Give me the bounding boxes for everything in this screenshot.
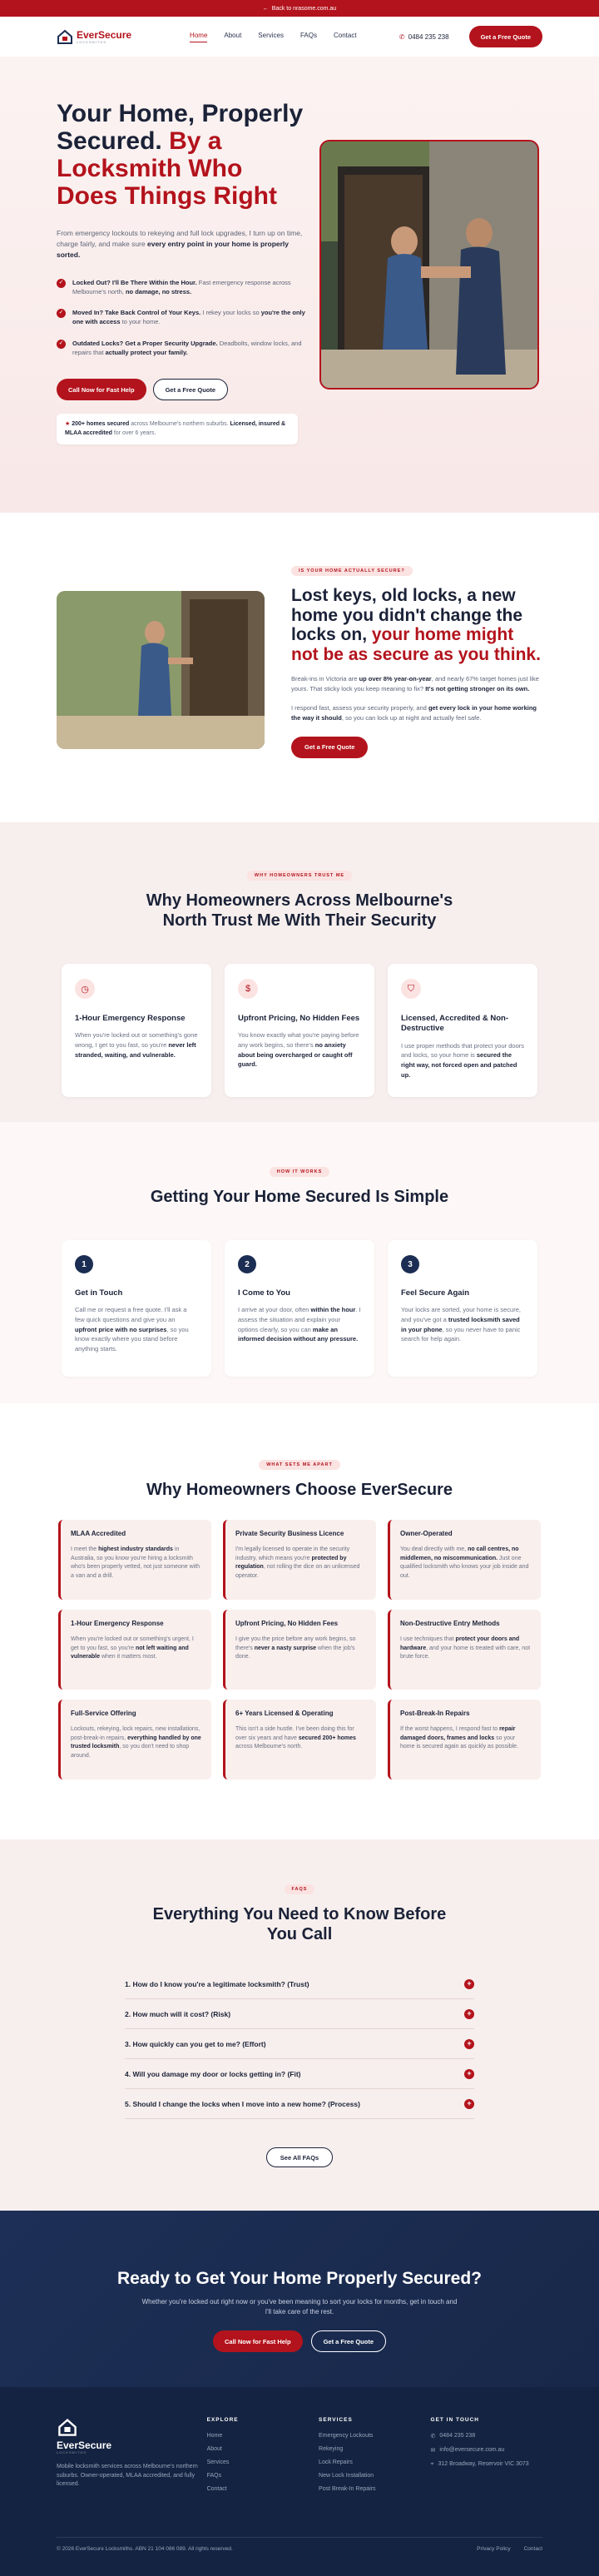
section-paragraph: I respond fast, assess your security properly, and get every lock in your home working the way it should, so you can lock up at night and actually feel safe. [291,704,537,722]
trust-section [0,822,599,1122]
footer-link[interactable]: Services [206,2459,230,2465]
footer-heading: GET IN TOUCH [430,2417,479,2423]
clock-icon: ◷ [75,979,95,999]
faq-section [0,1839,599,2211]
footer-heading: EXPLORE [206,2417,239,2423]
main-nav [0,17,599,57]
cta-quote-button[interactable]: Get a Free Quote [311,2330,386,2352]
faq-list [125,1969,474,2119]
dollar-icon: $ [238,979,258,999]
hero-subtitle: From emergency lockouts to rekeying and full lock upgrades, I turn up on time, charge fairly, and make sure every entry point in your home is properly sorted. [57,229,303,260]
hero-image [319,140,539,390]
plus-icon: + [464,2039,474,2049]
footer-link[interactable]: Emergency Lockouts [319,2433,374,2439]
nav-link-about[interactable]: About [224,31,242,39]
faq-item[interactable]: 5. Should I change the locks when I move into a new home? (Process) + [125,2089,474,2119]
woman-at-door-illustration [57,591,265,749]
how-it-works-section [0,1122,599,1403]
hero-checklist [57,278,306,358]
step-number: 2 [238,1255,256,1273]
section-title: Everything You Need to Know Before You Call [152,1905,447,1943]
footer-link[interactable]: Lock Repairs [319,2459,353,2465]
nav-phone[interactable] [399,33,449,41]
nav-link-faqs[interactable]: FAQs [300,31,317,39]
why-choose-section [0,1403,599,1839]
benefit-card: MLAA Accredited I meet the highest industry standards in Australia, so you know you're hiring a locksmith who's been properly vetted, not just someone with a van and a drill. [58,1520,211,1600]
faq-item[interactable]: 3. How quickly can you get to me? (Effort) + [125,2029,474,2059]
final-cta-section [0,2211,599,2387]
footer-link[interactable]: FAQs [206,2473,222,2479]
plus-icon: + [464,1979,474,1989]
footer-contact-address: ⌖ 312 Broadway, Reservoir VIC 3073 [430,2461,529,2467]
footer-contact-phone[interactable]: ✆ 0484 235 238 [430,2433,476,2440]
cta-text: Whether you're locked out right now or you've been meaning to sort your locks for months, get in touch and I'll take care of the rest. [141,2298,458,2315]
footer-link[interactable]: Contact [206,2486,227,2492]
nav-phone-number: 0484 235 238 [408,32,449,41]
arrow-left-icon: ← [262,5,269,12]
benefit-card: Full-Service Offering Lockouts, rekeying, lock repairs, new installations, post-break-in repairs, everything handled by one trusted locksmith, so you don't need to shop around. [58,1700,211,1779]
footer-link[interactable]: Post Break-In Repairs [319,2486,376,2492]
step-card: 2 I Come to You I arrive at your door, often within the hour. I assess the situation and explain your options clearly, so you can make an informed decision without any pressure. [225,1240,374,1377]
hero-section [0,57,599,513]
hero-title-accent: By a Locksmith Who Does Things Right [57,127,277,210]
lost-quote-button[interactable]: Get a Free Quote [291,737,368,758]
brand-tagline: LOCKSMITHS [77,39,107,44]
benefit-card: Upfront Pricing, No Hidden Fees I give you the price before any work begins, so there's never a nasty surprise when the job's done. [223,1610,376,1690]
step-card: 1 Get in Touch Call me or request a free quote. I'll ask a few quick questions and give you an upfront price with no surprises, so you know exactly where you stand before anything starts. [62,1240,211,1377]
section-title: Getting Your Home Secured Is Simple [150,1188,449,1206]
cta-title: Ready to Get Your Home Properly Secured? [116,2269,482,2288]
nav-links [190,32,357,42]
footer-link[interactable]: New Lock Installation [319,2473,374,2479]
star-icon: ★ [65,421,71,428]
faq-item[interactable]: 2. How much will it cost? (Risk) + [125,1999,474,2029]
see-all-faqs-button[interactable]: See All FAQs [266,2147,333,2167]
check-icon: ✓ [57,279,66,288]
shield-icon: ⛉ [401,979,421,999]
section-eyebrow: WHY HOMEOWNERS TRUST ME [247,871,352,881]
footer-link[interactable]: Home [206,2433,223,2439]
benefit-card: Non-Destructive Entry Methods I use techniques that protect your doors and hardware, and your home is treated with care, not brute force. [388,1610,541,1690]
benefit-card: 6+ Years Licensed & Operating This isn't a side hustle. I've been doing this for over six years and have secured 200+ homes across Melbourne's north. [223,1700,376,1779]
benefit-card: 1-Hour Emergency Response When you're locked out or something's urgent, I get to you fast, so you're not left waiting and vulnerable when it matters most. [58,1610,211,1690]
check-item: ✓ Outdated Locks? Get a Proper Security Upgrade. Deadbolts, window locks, and repairs that actually protect your family. [57,339,306,358]
security-problem-section [0,513,599,822]
site-footer [0,2387,599,2576]
footer-link[interactable]: Rekeying [319,2446,344,2452]
benefit-card: Post-Break-In Repairs If the worst happens, I respond fast to repair damaged doors, frames and locks so your home is secured again as quickly as possible. [388,1700,541,1779]
feature-card: ◷ 1-Hour Emergency Response When you're locked out or something's gone wrong, I get to you fast, so you're never left stranded, waiting, and vulnerable. [62,964,211,1097]
footer-heading: SERVICES [319,2417,353,2423]
nav-link-home[interactable]: Home [190,32,207,42]
section-eyebrow: FAQS [285,1884,315,1894]
section-paragraph: Break-ins in Victoria are up over 8% year-on-year, and nearly 67% target homes just like yours. That sticky lock you keep meaning to fix? It's not getting stronger on its own. [291,675,539,692]
check-item: ✓ Moved In? Take Back Control of Your Keys. I rekey your locks so you're the only one with access to your home. [57,308,306,327]
faq-item[interactable]: 4. Will you damage my door or locks getting in? (Fit) + [125,2059,474,2089]
check-icon: ✓ [57,309,66,318]
phone-icon: ✆ [430,2434,436,2440]
feature-card: ⛉ Licensed, Accredited & Non-Destructive I use proper methods that protect your doors and locks, so your home is secured the right way, not forced open and patched up. [388,964,537,1097]
lockout-image [57,591,265,749]
footer-logo[interactable]: EverSecure LOCKSMITHS [57,2417,207,2454]
locksmith-at-door-illustration [321,141,539,390]
footer-contact-email[interactable]: ✉ info@eversecure.com.au [430,2447,505,2454]
benefit-card: Private Security Business Licence I'm legally licensed to operate in the security industry, which means you're protected by regulation, not rolling the dice on an unlicensed operator. [223,1520,376,1600]
section-title: Lost keys, old locks, a new home you didn't change the locks on, your home might not be as secure as you think. [291,586,541,664]
footer-bottom-bar [57,2537,542,2552]
plus-icon: + [464,2099,474,2109]
section-title: Why Homeowners Across Melbourne's North Trust Me With Their Security [146,891,453,930]
hero-title: Your Home, Properly Secured. By a Locksmith Who Does Things Right [57,100,304,210]
nav-link-services[interactable]: Services [258,31,284,39]
brand-name: EverSecure [77,28,132,41]
feature-card: $ Upfront Pricing, No Hidden Fees You know exactly what you're paying before any work begins, so there's no anxiety about being overcharged or caught off guard. [225,964,374,1097]
section-eyebrow: WHAT SETS ME APART [259,1460,340,1470]
faq-item[interactable]: 1. How do I know you're a legitimate locksmith? (Trust) + [125,1969,474,1999]
phone-icon: ✆ [399,32,405,41]
benefit-card: Owner-Operated You deal directly with me, no call centres, no middlemen, no miscommunication. Just one qualified locksmith who knows your job inside and out. [388,1520,541,1600]
house-lock-icon [57,2417,78,2437]
plus-icon: + [464,2069,474,2079]
nav-quote-button[interactable]: Get a Free Quote [469,26,542,47]
section-eyebrow: IS YOUR HOME ACTUALLY SECURE? [291,566,413,576]
step-number: 3 [401,1255,419,1273]
top-announcement-bar[interactable] [0,0,599,17]
check-item: ✓ Locked Out? I'll Be There Within the Hour. Fast emergency response across Melbourne's north, no damage, no stress. [57,278,306,297]
hero-stat-badge: ★ 200+ homes secured across Melbourne's northern suburbs. Licensed, insured & MLAA accredited for over 6 years. [57,414,298,444]
check-icon: ✓ [57,340,66,349]
nav-link-contact[interactable]: Contact [334,31,357,39]
section-title: Why Homeowners Choose EverSecure [146,1481,453,1499]
step-card: 3 Feel Secure Again Your locks are sorted, your home is secure, and you've got a trusted locksmith saved in your phone, so you never have to panic search for help again. [388,1240,537,1377]
copyright: © 2026 EverSecure Locksmiths. ABN 21 104 086 089. All rights reserved. [57,2546,233,2552]
step-number: 1 [75,1255,93,1273]
footer-link[interactable]: About [206,2446,222,2452]
logo[interactable] [57,28,131,45]
mail-icon: ✉ [430,2448,436,2454]
cta-call-button[interactable]: Call Now for Fast Help [213,2330,303,2352]
hero-call-button[interactable]: Call Now for Fast Help [57,379,146,400]
contact-link[interactable]: Contact [523,2546,542,2552]
pin-icon: ⌖ [430,2461,434,2467]
footer-about: Mobile locksmith services across Melbourne's northern suburbs. Owner-operated, MLAA accredited, and fully licensed. [57,2464,198,2487]
privacy-link[interactable]: Privacy Policy [477,2546,511,2552]
plus-icon: + [464,2009,474,2019]
section-eyebrow: HOW IT WORKS [270,1167,329,1177]
back-link[interactable]: Back to nrasome.com.au [271,5,337,12]
hero-quote-button[interactable]: Get a Free Quote [153,379,228,400]
house-lock-icon [57,28,73,45]
